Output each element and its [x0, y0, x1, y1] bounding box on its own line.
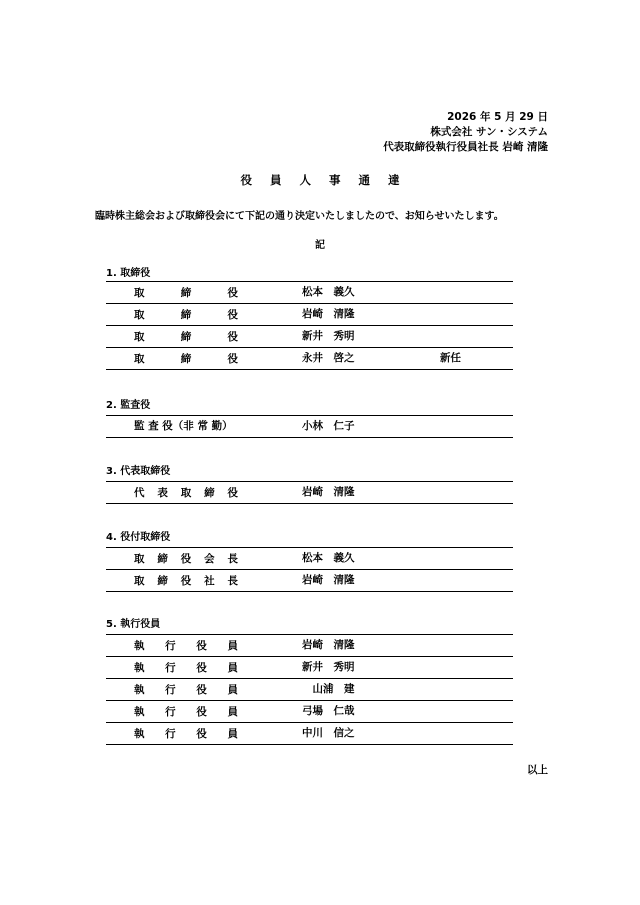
role-char: 行 [165, 640, 176, 652]
table-row [106, 348, 513, 370]
person-name: 新井 秀明 [302, 330, 355, 342]
document-date: 2026 年 5 月 29 日 [447, 111, 548, 123]
role-label [134, 326, 238, 347]
section-table [106, 481, 513, 504]
role-label [134, 482, 238, 503]
intro-text: 臨時株主総会および取締役会にて下記の通り決定いたしましたので、お知らせいたします。 [95, 211, 504, 222]
section-heading: 4. 役付取締役 [106, 532, 171, 543]
person-name: 弓場 仁哉 [302, 705, 355, 717]
person-name: 岩崎 清隆 [302, 639, 355, 651]
role-char: 員 [227, 662, 238, 674]
role-char: 長 [227, 575, 238, 587]
table-row [106, 326, 513, 348]
table-row [106, 482, 513, 504]
role-char: 執 [134, 640, 145, 652]
table-row [106, 304, 513, 326]
sender-name: 代表取締役執行役員社長 岩崎 清隆 [383, 141, 548, 153]
role-char: 取 [180, 487, 192, 499]
person-name: 中川 信之 [302, 727, 355, 739]
role-char: 役 [180, 575, 192, 587]
table-row [106, 657, 513, 679]
role-char: 締 [180, 353, 192, 365]
role-char: 社 [204, 575, 215, 587]
role-char: 役 [227, 331, 238, 343]
role-char: 役 [227, 353, 238, 365]
person-name: 永井 啓之 [302, 352, 355, 364]
role-char: 締 [180, 331, 192, 343]
role-char: 代 [134, 487, 145, 499]
role-label [134, 701, 238, 722]
role-char: 役 [196, 662, 207, 674]
role-label [134, 570, 238, 591]
role-char: 取 [134, 353, 145, 365]
section-table [106, 281, 513, 370]
role-char: 役 [227, 487, 238, 499]
role-char: 役 [196, 706, 207, 718]
role-char: 役 [196, 728, 207, 740]
role-char: 取 [134, 553, 145, 565]
table-row [106, 679, 513, 701]
role-label [134, 304, 238, 325]
title-char: 員 [270, 173, 282, 187]
title-char: 達 [388, 173, 400, 187]
role-char: 行 [165, 706, 176, 718]
role-char: 表 [157, 487, 168, 499]
person-name: 岩崎 清隆 [302, 486, 355, 498]
table-row [106, 570, 513, 592]
title-char: 事 [329, 173, 341, 187]
person-name: 岩崎 清隆 [302, 308, 355, 320]
person-name: 岩崎 清隆 [302, 574, 355, 586]
role-label [134, 282, 238, 303]
role-char: 締 [157, 575, 168, 587]
person-name: 松本 義久 [302, 552, 355, 564]
role-label [134, 348, 238, 369]
role-char: 員 [227, 640, 238, 652]
role-char: 執 [134, 728, 145, 740]
role-char: 役 [227, 309, 238, 321]
role-label: 監 査 役（非 常 勤） [134, 420, 233, 432]
new-appointment-note: 新任 [440, 352, 461, 364]
document-title [0, 172, 640, 188]
table-row [106, 416, 513, 438]
table-row [106, 282, 513, 304]
section-heading: 1. 取締役 [106, 268, 151, 279]
role-char: 行 [165, 728, 176, 740]
company-name: 株式会社 サン・システム [430, 126, 548, 138]
role-char: 役 [196, 640, 207, 652]
table-row [106, 635, 513, 657]
title-char: 人 [299, 173, 311, 187]
section-heading: 3. 代表取締役 [106, 466, 171, 477]
person-name: 山浦 建 [302, 683, 355, 695]
title-char: 役 [240, 173, 252, 187]
role-char: 員 [227, 706, 238, 718]
person-name: 新井 秀明 [302, 661, 355, 673]
role-char: 員 [227, 684, 238, 696]
closing-text: 以上 [527, 764, 548, 776]
role-char: 役 [227, 287, 238, 299]
role-char: 行 [165, 684, 176, 696]
role-char: 取 [134, 309, 145, 321]
person-name: 松本 義久 [302, 286, 355, 298]
title-char: 通 [358, 173, 370, 187]
role-label [134, 723, 238, 744]
role-char: 取 [134, 287, 145, 299]
role-char: 執 [134, 662, 145, 674]
role-char: 執 [134, 706, 145, 718]
table-row [106, 548, 513, 570]
role-char: 締 [180, 287, 192, 299]
role-label [134, 657, 238, 678]
section-heading: 5. 執行役員 [106, 619, 161, 630]
role-char: 役 [196, 684, 207, 696]
role-char: 行 [165, 662, 176, 674]
role-label [134, 635, 238, 656]
ki-marker: 記 [315, 240, 325, 251]
table-row [106, 723, 513, 745]
section-heading: 2. 監査役 [106, 400, 151, 411]
role-char: 長 [227, 553, 238, 565]
role-label [134, 679, 238, 700]
role-label [134, 548, 238, 569]
table-row [106, 701, 513, 723]
role-char: 取 [134, 331, 145, 343]
role-char: 取 [134, 575, 145, 587]
role-char: 員 [227, 728, 238, 740]
role-char: 執 [134, 684, 145, 696]
section-table [106, 634, 513, 745]
role-char: 締 [180, 309, 192, 321]
role-char: 締 [157, 553, 168, 565]
role-char: 会 [204, 553, 215, 565]
person-name: 小林 仁子 [302, 420, 355, 432]
role-char: 役 [180, 553, 192, 565]
section-table [106, 547, 513, 592]
role-char: 締 [204, 487, 215, 499]
section-table [106, 415, 513, 438]
